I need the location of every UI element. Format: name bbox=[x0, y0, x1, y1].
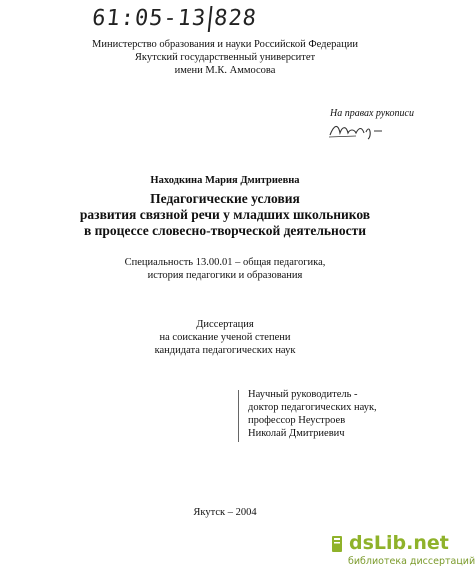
title-line-2: развития связной речи у младших школьников bbox=[79, 207, 371, 222]
dissertation-title bbox=[0, 191, 450, 239]
degree-block bbox=[0, 318, 450, 357]
advisor-bracket bbox=[238, 390, 245, 442]
stamp-divider bbox=[208, 6, 213, 32]
archive-stamp-number bbox=[91, 6, 294, 34]
manuscript-rights: На правах рукописи bbox=[330, 108, 414, 119]
institution-university: Якутский государственный университет bbox=[134, 52, 316, 63]
book-icon bbox=[331, 535, 345, 553]
handwritten-signature bbox=[326, 119, 386, 141]
watermark-subtitle: библиотека диссертаций bbox=[348, 556, 475, 567]
specialty-line-2: история педагогики и образования bbox=[147, 270, 303, 281]
degree-line-2: на соискание ученой степени bbox=[159, 332, 291, 343]
dslib-watermark-logo[interactable] bbox=[331, 532, 449, 556]
advisor-line-3: профессор Неустроев bbox=[248, 415, 346, 426]
watermark-brand: dsLib.net bbox=[349, 532, 449, 554]
degree-line-3: кандидата педагогических наук bbox=[154, 345, 296, 356]
stamp-number-left: 61:05-13 bbox=[90, 6, 208, 31]
institution-block bbox=[0, 38, 450, 77]
institution-named-after: имени М.К. Аммосова bbox=[174, 65, 276, 76]
degree-line-1: Диссертация bbox=[196, 319, 254, 330]
author-name: Находкина Мария Дмитриевна bbox=[150, 175, 300, 186]
institution-ministry: Министерство образования и науки Российской Федерации bbox=[92, 39, 358, 50]
title-line-1: Педагогические условия bbox=[150, 191, 300, 206]
title-line-3: в процессе словесно-творческой деятельности bbox=[83, 223, 366, 238]
stamp-number-right: 828 bbox=[212, 6, 259, 31]
advisor-line-4: Николай Дмитриевич bbox=[248, 428, 345, 439]
specialty-block bbox=[0, 256, 450, 282]
advisor-line-1: Научный руководитель - bbox=[248, 389, 358, 400]
city-year: Якутск – 2004 bbox=[193, 507, 257, 518]
advisor-line-2: доктор педагогических наук, bbox=[248, 402, 377, 413]
specialty-line-1: Специальность 13.00.01 – общая педагогика, bbox=[124, 257, 326, 268]
advisor-block bbox=[248, 388, 377, 440]
